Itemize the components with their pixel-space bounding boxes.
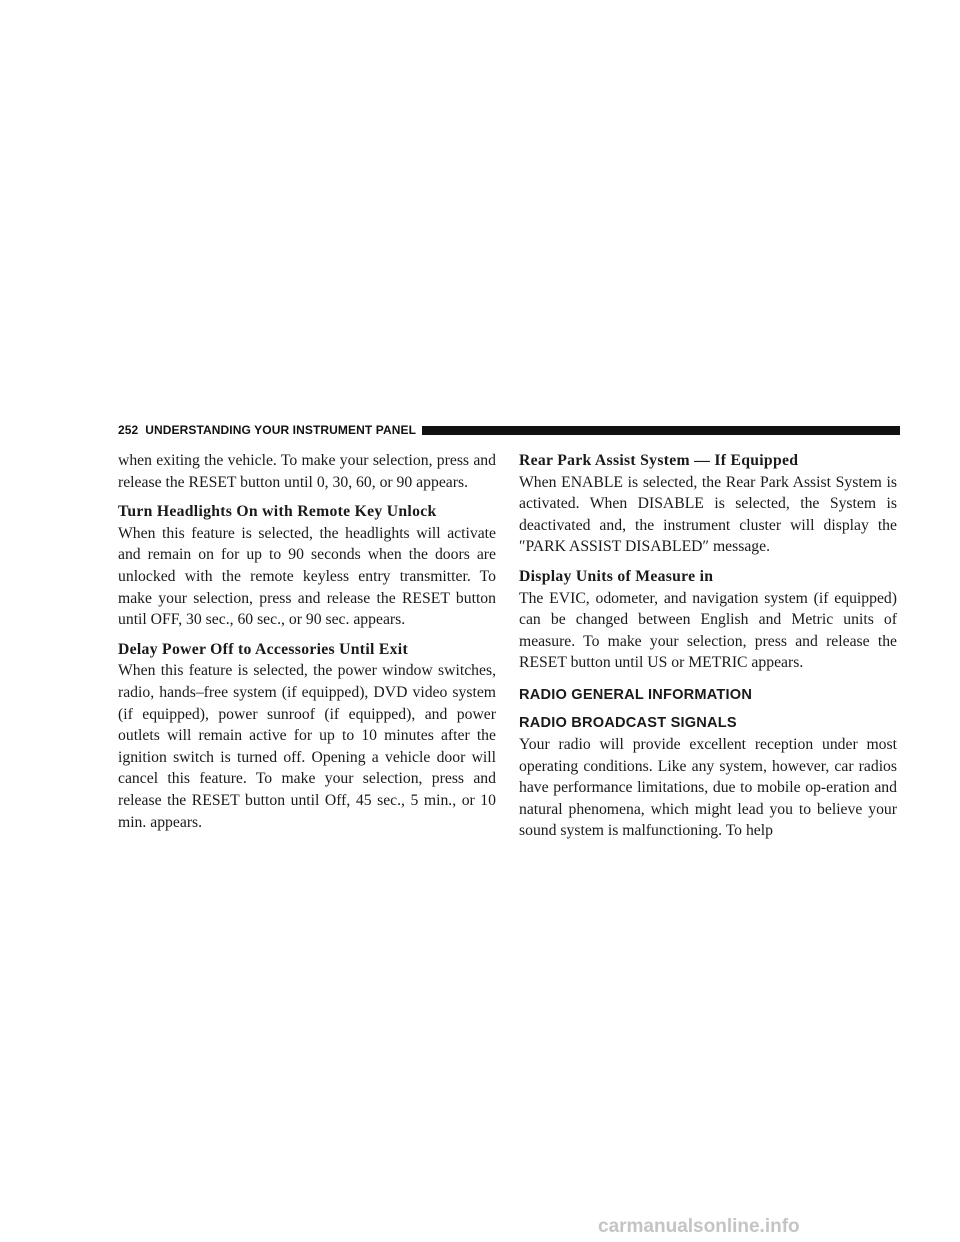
page-header: [118, 421, 900, 439]
page-header-text: [118, 423, 416, 437]
heading-display-units: Display Units of Measure in: [519, 567, 714, 585]
paragraph-exit-delay-continued: when exiting the vehicle. To make your selection, press and release the RESET button until 0, 30, 60, or 90 appears.: [118, 452, 496, 491]
heading-headlights-remote-unlock: Turn Headlights On with Remote Key Unlock: [118, 503, 437, 521]
section-title: UNDERSTANDING YOUR INSTRUMENT PANEL: [145, 423, 417, 437]
heading-rear-park-assist: Rear Park Assist System — If Equipped: [519, 452, 799, 469]
watermark: carmanualsonline.info: [598, 1216, 800, 1237]
heading-radio-broadcast-signals: RADIO BROADCAST SIGNALS: [519, 714, 737, 731]
paragraph-radio-broadcast: Your radio will provide excellent reception under most operating conditions. Like any system, however, car radios have performance limitations, due to mobile op-eration and natural phenomena, which might lead you to believe your sound system is malfunctioning. To help: [519, 735, 897, 840]
paragraph-delay-power-off: When this feature is selected, the power window switches, radio, hands–free system (if equipped), DVD video system (if equipped), power sunroof (if equipped), and power outlets will remain active for up to 10 minutes after the ignition switch is turned off. Opening a vehicle door will cancel this feature. To make your selection, press and release the RESET button until Off, 45 sec., 5 min., or 10 min. appears.: [118, 662, 496, 831]
paragraph-rear-park-assist: When ENABLE is selected, the Rear Park Assist System is activated. When DISABLE is selected, the System is deactivated and, the instrument cluster will display the ″PARK ASSIST DISABLED″ message.: [519, 473, 897, 556]
paragraph-display-units: The EVIC, odometer, and navigation system (if equipped) can be changed between English and Metric units of measure. To make your selection, press and release the RESET button until US or METRIC appears.: [519, 589, 897, 672]
paragraph-headlights-remote-unlock: When this feature is selected, the headlights will activate and remain on for up to 90 seconds when the doors are unlocked with the remote keyless entry transmitter. To make your selection, press and release the RESET button until OFF, 30 sec., 60 sec., or 90 sec. appears.: [118, 524, 496, 629]
page-number: 252: [118, 423, 139, 437]
left-column: [118, 450, 496, 841]
heading-delay-power-off: Delay Power Off to Accessories Until Exit: [118, 640, 408, 658]
heading-radio-general-information: RADIO GENERAL INFORMATION: [519, 686, 753, 703]
header-rule: [422, 426, 900, 435]
right-column: [519, 450, 897, 850]
